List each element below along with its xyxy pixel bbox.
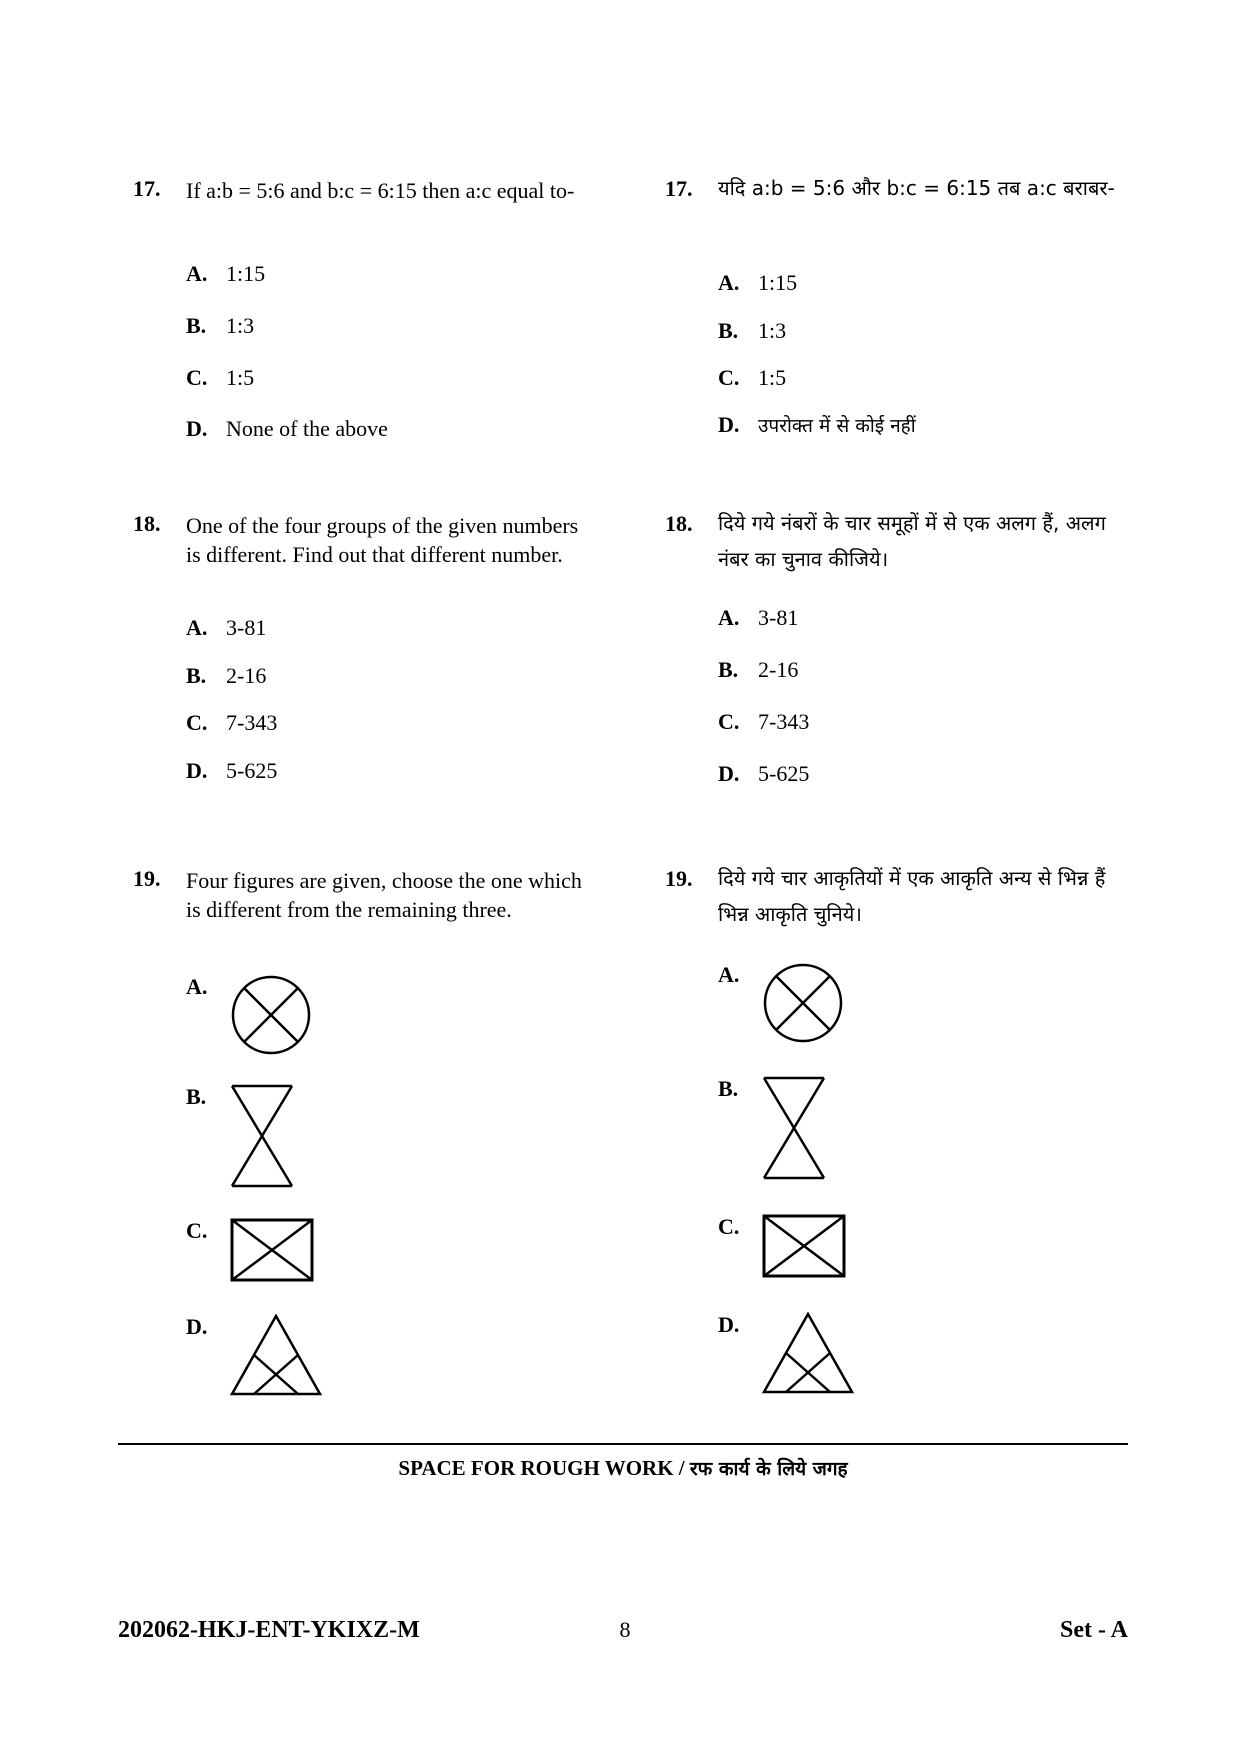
option-text: 3-81 <box>758 605 799 630</box>
question-number: 17. <box>133 176 161 201</box>
rough-work-caption <box>118 1455 1128 1481</box>
option-b <box>186 313 254 339</box>
option-text: 1:5 <box>226 365 255 390</box>
option-text: 5-625 <box>226 758 278 783</box>
option-d <box>718 761 809 787</box>
question-number: 18. <box>133 511 161 536</box>
option-letter: D. <box>718 761 740 786</box>
option-a <box>718 605 798 631</box>
option-letter: C. <box>718 365 740 390</box>
question-number: 19. <box>665 866 693 891</box>
option-text: 7-343 <box>226 710 278 735</box>
option-letter: A. <box>718 270 740 295</box>
option-d <box>186 416 388 442</box>
rough-work-hindi: रफ कार्य के लिये जगह <box>689 1458 848 1480</box>
horizontal-divider <box>118 1443 1128 1445</box>
option-letter: D. <box>186 416 208 441</box>
option-letter: A. <box>186 974 208 999</box>
circle-with-cross-icon <box>230 974 312 1056</box>
option-b <box>186 663 266 689</box>
option-letter: C. <box>186 710 208 735</box>
option-c <box>718 709 809 735</box>
option-letter: A. <box>718 962 740 987</box>
option-letter: C. <box>718 1214 740 1239</box>
option-d <box>718 412 916 438</box>
triangle-with-cross-icon <box>762 1312 854 1394</box>
option-a <box>186 261 265 287</box>
option-a <box>186 615 266 641</box>
option-letter: D. <box>718 1312 740 1337</box>
question-number: 17. <box>665 176 693 201</box>
question-number: 18. <box>665 511 693 536</box>
option-text: 1:15 <box>226 261 266 286</box>
option-text: 3-81 <box>226 615 267 640</box>
option-text: उपरोक्त में से कोई नहीं <box>758 415 916 437</box>
option-letter: B. <box>186 663 207 688</box>
question-number: 19. <box>133 866 161 891</box>
option-letter: B. <box>718 1076 739 1101</box>
option-text: None of the above <box>226 416 388 441</box>
question-text: दिये गये चार आकृतियों में एक आकृति अन्य से भिन्न हैं भिन्न आकृति चुनिये। <box>718 866 1106 926</box>
hourglass-icon <box>762 1076 826 1180</box>
question-text: Four figures are given, choose the one which is different from the remaining three. <box>186 868 582 922</box>
option-b <box>718 318 786 344</box>
option-text: 1:15 <box>758 270 798 295</box>
option-text: 1:3 <box>758 318 787 343</box>
option-letter: D. <box>186 758 208 783</box>
question-text: If a:b = 5:6 and b:c = 6:15 then a:c equal to- <box>186 178 575 203</box>
option-c <box>718 365 786 391</box>
option-letter: B. <box>718 657 739 682</box>
option-text: 2-16 <box>226 663 267 688</box>
circle-with-cross-icon <box>762 962 844 1044</box>
rectangle-with-diagonals-icon <box>762 1214 846 1278</box>
paper-code: 202062-HKJ-ENT-YKIXZ-M <box>118 1617 420 1643</box>
option-letter: C. <box>718 709 740 734</box>
option-text: 7-343 <box>758 709 810 734</box>
option-letter: C. <box>186 1218 208 1243</box>
option-d <box>186 758 277 784</box>
option-c <box>186 710 277 736</box>
question-text: One of the four groups of the given numbers is different. Find out that different number. <box>186 513 579 567</box>
option-letter: D. <box>186 1314 208 1339</box>
option-letter: A. <box>718 605 740 630</box>
option-letter: A. <box>186 615 208 640</box>
option-text: 1:3 <box>226 313 255 338</box>
option-a <box>718 270 797 296</box>
rough-work-english: SPACE FOR ROUGH WORK / <box>398 1456 685 1480</box>
triangle-with-cross-icon <box>230 1314 322 1396</box>
page-number: 8 <box>619 1617 631 1642</box>
option-text: 5-625 <box>758 761 810 786</box>
option-letter: B. <box>186 1084 207 1109</box>
option-c <box>186 365 254 391</box>
question-text: दिये गये नंबरों के चार समूहों में से एक अलग हैं, अलग नंबर का चुनाव कीजिये। <box>718 511 1106 571</box>
set-label: Set - A <box>1060 1617 1128 1643</box>
question-text: यदि a:b = 5:6 और b:c = 6:15 तब a:c बराबर- <box>718 176 1115 200</box>
option-letter: C. <box>186 365 208 390</box>
rectangle-with-diagonals-icon <box>230 1218 314 1282</box>
option-letter: A. <box>186 261 208 286</box>
option-b <box>718 657 798 683</box>
option-letter: B. <box>186 313 207 338</box>
option-text: 1:5 <box>758 365 787 390</box>
option-text: 2-16 <box>758 657 799 682</box>
hourglass-icon <box>230 1084 294 1188</box>
option-letter: D. <box>718 412 740 437</box>
option-letter: B. <box>718 318 739 343</box>
